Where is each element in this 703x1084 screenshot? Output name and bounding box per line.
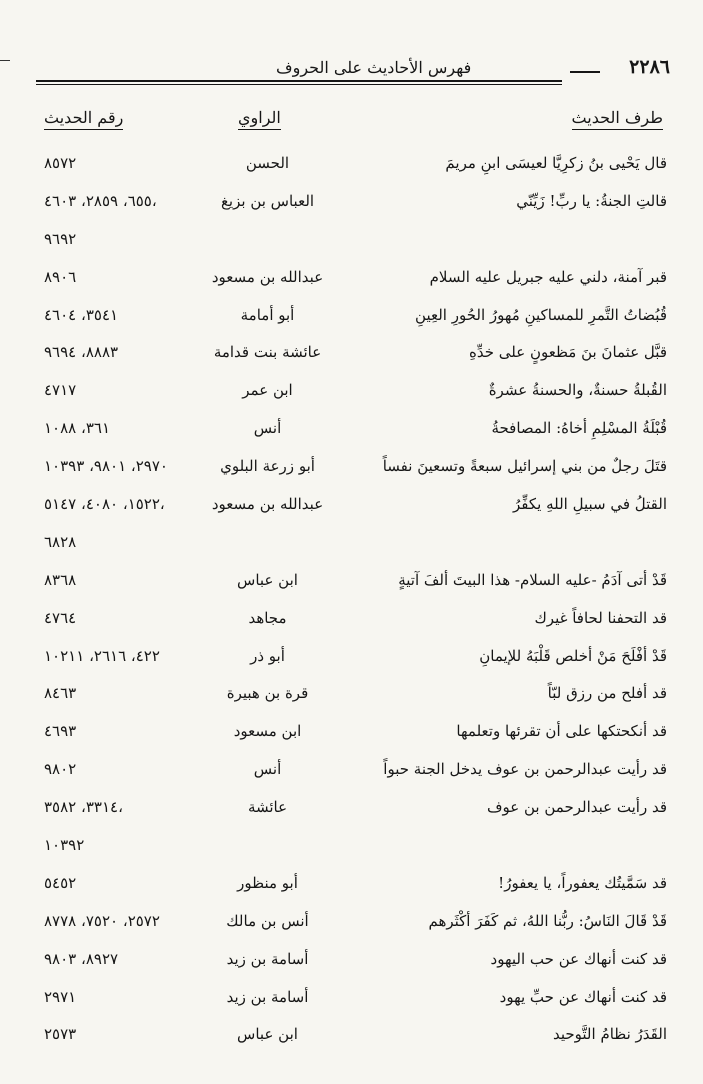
hadith-text: قَدْ أتى آدَمُ -عليه السلام- هذا البيتَ ألفَ آتيةٍ <box>398 570 667 589</box>
hadith-number: ٢٩٧١ <box>44 987 77 1006</box>
hadith-number: ٦٨٢٨ <box>44 532 77 551</box>
narrator-name: أبو ذر <box>250 646 285 665</box>
page-title: فهرس الأحاديث على الحروف <box>276 58 472 77</box>
table-row <box>0 337 703 375</box>
hadith-number: ٤٧٦٤ <box>44 608 77 627</box>
hadith-number: ٨٩٠٦ <box>44 267 77 286</box>
narrator-name: مجاهد <box>248 608 287 627</box>
hadith-number: ٥٤٥٢ <box>44 873 77 892</box>
page-header <box>36 56 670 90</box>
hadith-number: ٣٣١٤، ٣٥٨٢، <box>44 798 123 817</box>
table-row <box>0 262 703 300</box>
hadith-number: ١٥٢٢، ٤٠٨٠، ٥١٤٧، <box>44 495 165 514</box>
narrator-name: ابن عمر <box>242 381 293 400</box>
table-row <box>0 678 703 716</box>
hadith-text: القُبلةُ حسنةٌ، والحسنةُ عشرةٌ <box>488 381 667 400</box>
table-row <box>0 224 703 262</box>
narrator-name: أسامة بن زيد <box>226 987 309 1006</box>
hadith-text: قد رأيت عبدالرحمن بن عوف <box>487 798 667 817</box>
hadith-number: ٨٣٦٨ <box>44 570 77 589</box>
hadith-text: قد أفلح من رزق لبّاً <box>547 684 667 703</box>
table-row <box>0 792 703 830</box>
table-row <box>0 300 703 338</box>
hadith-number: ٨٥٧٢ <box>44 154 77 172</box>
hadith-text: قبَّل عثمانَ بنَ مَظعونٍ على خدِّهِ <box>469 343 667 362</box>
table-row <box>0 489 703 527</box>
hadith-text: قَدْ أفْلَحَ مَنْ أخلص قَلْبَهُ للإيمانِ <box>479 646 667 665</box>
table-row <box>0 944 703 982</box>
hadith-number: ٨٩٢٧، ٩٨٠٣ <box>44 949 119 968</box>
hadith-number: ٨٨٨٣، ٩٦٩٤ <box>44 343 119 362</box>
narrator-name: أبو أمامة <box>240 305 295 324</box>
narrator-name: ابن مسعود <box>233 722 302 741</box>
column-header-number: رقم الحديث <box>44 108 123 130</box>
hadith-text: قبر آمنة، دلني عليه جبريل عليه السلام <box>429 267 667 286</box>
hadith-text: قد كنت أنهاك عن حب اليهود <box>490 949 667 968</box>
table-row <box>0 641 703 679</box>
table-row <box>0 186 703 224</box>
hadith-text: قد أنكحتكها على أن تقرئها وتعلمها <box>456 722 667 741</box>
narrator-name: عبدالله بن مسعود <box>211 267 324 286</box>
column-header-hadith: طرف الحديث <box>572 108 663 130</box>
hadith-text: قد سَمَّيتُك يعفوراً، يا يعفورُ! <box>498 873 667 892</box>
corner-mark <box>0 60 10 61</box>
table-row <box>0 527 703 565</box>
hadith-number: ٤٢٢، ٢٦١٦، ١٠٢١١ <box>44 646 160 665</box>
narrator-name: أسامة بن زيد <box>226 949 309 968</box>
narrator-name: عبدالله بن مسعود <box>211 495 324 514</box>
header-rule-thin <box>36 84 562 85</box>
hadith-number: ٣٦١، ١٠٨٨ <box>44 419 111 438</box>
header-rule-thick <box>36 80 562 82</box>
hadith-number: ٢٥٧٣ <box>44 1025 77 1044</box>
hadith-number: ٨٤٦٣ <box>44 684 77 703</box>
narrator-name: أبو زرعة البلوي <box>220 457 315 476</box>
column-headers <box>0 108 703 142</box>
table-row <box>0 868 703 906</box>
hadith-text: قد رأيت عبدالرحمن بن عوف يدخل الجنة حبواً <box>383 760 667 779</box>
table-row <box>0 565 703 603</box>
hadith-number: ٩٨٠٢ <box>44 760 77 779</box>
hadith-text: قد التحفنا لحافاً غيرك <box>534 608 667 627</box>
table-row <box>0 716 703 754</box>
hadith-number: ٣٥٤١، ٤٦٠٤ <box>44 305 119 324</box>
hadith-text: قال يَحْيى بنُ زكرِيَّا لعيسَى ابنِ مريمَ <box>445 154 667 172</box>
narrator-name: قرة بن هبيرة <box>226 684 309 703</box>
narrator-name: عائشة <box>247 798 288 817</box>
narrator-name: ابن عباس <box>237 1025 298 1044</box>
page-number: ٢٢٨٦ <box>629 56 670 78</box>
narrator-name: عائشة بنت قدامة <box>213 343 322 362</box>
hadith-number: ١٠٣٩٢ <box>44 836 85 855</box>
hadith-text: قَدْ قَالَ النَاسُ: ربُّنا اللهُ، ثم كَفَرَ أكْثَرهم <box>428 911 667 930</box>
narrator-name: أنس <box>253 419 282 438</box>
hadith-text: القتلُ في سبيلِ اللهِ يكفِّرُ <box>512 495 667 514</box>
narrator-name: أنس <box>253 760 282 779</box>
hadith-number: ٦٥٥، ٢٨٥٩، ٤٦٠٣، <box>44 191 157 210</box>
narrator-name: أبو منظور <box>237 873 298 892</box>
hadith-number: ٢٩٧٠، ٩٨٠١، ١٠٣٩٣ <box>44 457 168 476</box>
hadith-text: قُبْلَةُ المسْلِمِ أخاهُ: المصافحةُ <box>491 419 667 438</box>
table-row <box>0 603 703 641</box>
hadith-number: ٤٧١٧ <box>44 381 77 400</box>
hadith-number: ٤٦٩٣ <box>44 722 77 741</box>
table-row <box>0 982 703 1020</box>
narrator-name: ابن عباس <box>237 570 298 589</box>
hadith-number: ٢٥٧٢، ٧٥٢٠، ٨٧٧٨ <box>44 911 160 930</box>
hadith-text: قد كنت أنهاك عن حبِّ يهود <box>499 987 667 1006</box>
table-row <box>0 375 703 413</box>
index-table <box>0 148 703 1057</box>
table-row <box>0 148 703 186</box>
table-row <box>0 451 703 489</box>
table-row <box>0 830 703 868</box>
narrator-name: الحسن <box>245 154 290 172</box>
hadith-text: قُبُضاتُ التَّمرِ للمساكينِ مُهورُ الحُورِ العِينِ <box>415 305 667 324</box>
header-number-rule <box>570 71 600 73</box>
table-row <box>0 906 703 944</box>
narrator-name: العباس بن بزيغ <box>220 191 315 210</box>
hadith-number: ٩٦٩٢ <box>44 229 77 248</box>
hadith-text: قالتِ الجنةُ: يا ربِّ! زَيِّنّي <box>516 191 667 210</box>
column-header-narrator: الراوي <box>238 108 281 130</box>
table-row <box>0 413 703 451</box>
hadith-text: القَدَرُ نظامُ التَّوحيد <box>552 1025 667 1044</box>
hadith-text: قتَلَ رجلٌ من بني إسرائيل سبعةً وتسعينَ نفساً <box>382 457 667 476</box>
table-row <box>0 1019 703 1057</box>
narrator-name: أنس بن مالك <box>226 911 309 930</box>
table-row <box>0 754 703 792</box>
